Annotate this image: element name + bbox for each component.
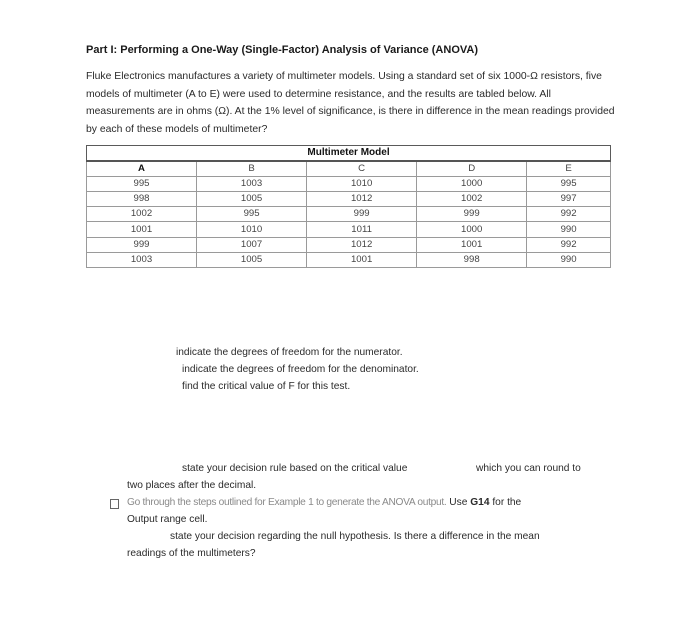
question-decision-rule-end: two places after the decimal. [127, 480, 257, 491]
table-cell: 998 [87, 192, 197, 207]
checkbox-icon [110, 499, 119, 509]
table-cell: 1005 [197, 252, 307, 267]
table-row [87, 222, 611, 237]
problem-statement: Fluke Electronics manufactures a variety of multimeter models. Using a standard set of six 1000-Ω resistors, five models of multimeter (A to E) were used to determine resistance, and the results are tabled below. All measurements are in ohms (Ω). At the 1% level of significance, is there in difference in the mean readings provided by each of these models of multimeter? [86, 71, 615, 135]
table-cell: 1001 [417, 237, 527, 252]
table-cell: 1001 [87, 222, 197, 237]
output-cell-ref: G14 [470, 497, 490, 508]
question-output-range: Output range cell. [127, 514, 208, 525]
question-null-hypothesis: state your decision regarding the null hypothesis. Is there a difference in the mean [170, 531, 540, 542]
question-decision-rule-cont: which you can round to [476, 463, 581, 474]
table-cell: 1002 [87, 207, 197, 222]
table-cell: 999 [307, 207, 417, 222]
question-null-hypothesis-end: readings of the multimeters? [127, 548, 256, 559]
col-header-c: C [307, 161, 417, 177]
table-row [87, 207, 611, 222]
multimeter-table [86, 145, 611, 268]
table-row [87, 252, 611, 267]
table-cell: 1010 [307, 177, 417, 192]
table-cell: 1007 [197, 237, 307, 252]
table-cell: 1005 [197, 192, 307, 207]
table-cell: 998 [417, 252, 527, 267]
question-df-denominator: indicate the degrees of freedom for the denominator. [182, 364, 419, 375]
col-header-a: A [87, 161, 197, 177]
table-cell: 1002 [417, 192, 527, 207]
table-cell: 995 [197, 207, 307, 222]
table-cell: 1012 [307, 192, 417, 207]
col-header-b: B [197, 161, 307, 177]
table-caption: Multimeter Model [87, 146, 611, 162]
table-cell: 1000 [417, 222, 527, 237]
anova-steps-for: for the [492, 497, 522, 508]
table-cell: 1000 [417, 177, 527, 192]
anova-steps-text: Go through the steps outlined for Example 1 to generate the ANOVA output. [127, 497, 447, 508]
table-row [87, 237, 611, 252]
table-cell: 992 [527, 237, 611, 252]
table-cell: 997 [527, 192, 611, 207]
anova-steps-use: Use [449, 497, 468, 508]
table-row [87, 192, 611, 207]
table-cell: 1012 [307, 237, 417, 252]
table-cell: 990 [527, 222, 611, 237]
table-cell: 995 [87, 177, 197, 192]
table-cell: 999 [417, 207, 527, 222]
table-cell: 1001 [307, 252, 417, 267]
table-cell: 1010 [197, 222, 307, 237]
table-cell: 1011 [307, 222, 417, 237]
question-decision-rule: state your decision rule based on the critical value [182, 463, 408, 474]
table-cell: 1003 [87, 252, 197, 267]
question-critical-f: find the critical value of F for this test. [182, 381, 351, 392]
table-cell: 990 [527, 252, 611, 267]
table-row [87, 177, 611, 192]
question-anova-steps [127, 497, 521, 508]
table-cell: 999 [87, 237, 197, 252]
table-cell: 995 [527, 177, 611, 192]
table-cell: 992 [527, 207, 611, 222]
col-header-e: E [527, 161, 611, 177]
col-header-d: D [417, 161, 527, 177]
question-df-numerator: indicate the degrees of freedom for the numerator. [176, 347, 403, 358]
page-title: Part I: Performing a One-Way (Single-Factor) Analysis of Variance (ANOVA) [86, 44, 479, 56]
table-cell: 1003 [197, 177, 307, 192]
